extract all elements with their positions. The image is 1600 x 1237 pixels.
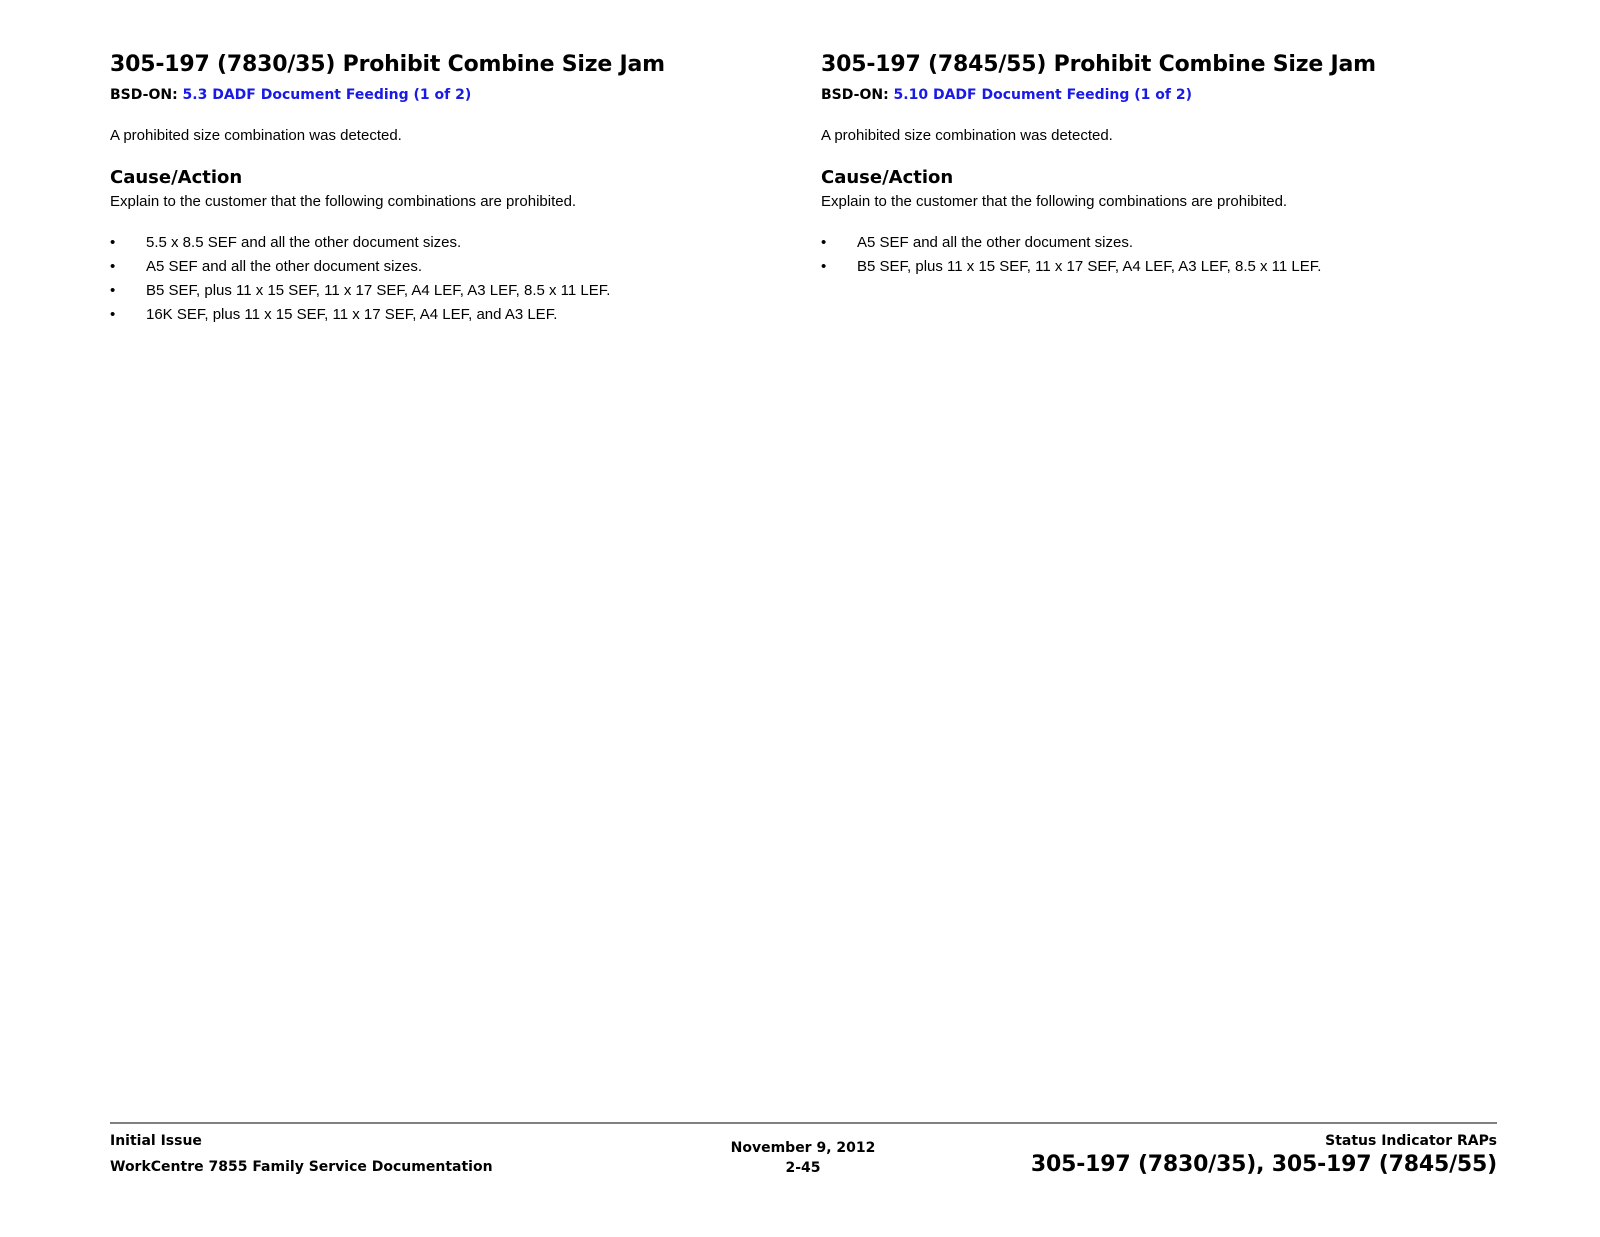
right-cause-action-heading: Cause/Action — [821, 167, 954, 188]
list-item-text: B5 SEF, plus 11 x 15 SEF, 11 x 17 SEF, A4 LEF, A3 LEF, 8.5 x 11 LEF. — [146, 282, 611, 299]
list-item — [110, 279, 730, 303]
bullet-icon: • — [110, 234, 116, 251]
right-bsd-line — [821, 85, 1441, 105]
left-bsd-line — [110, 85, 730, 105]
bullet-icon: • — [110, 282, 116, 299]
bullet-icon: • — [110, 306, 116, 323]
left-column — [110, 50, 730, 327]
left-description: A prohibited size combination was detected. — [110, 127, 402, 144]
left-cause-action-heading: Cause/Action — [110, 167, 243, 188]
footer-doc-title: WorkCentre 7855 Family Service Documentation — [110, 1159, 493, 1175]
right-title: 305-197 (7845/55) Prohibit Combine Size Jam — [821, 52, 1376, 77]
left-bullet-list — [110, 231, 730, 327]
footer-page-number: 2-45 — [785, 1160, 821, 1176]
footer-codes: 305-197 (7830/35), 305-197 (7845/55) — [1030, 1152, 1497, 1177]
right-bullet-list — [821, 231, 1441, 279]
list-item-text: A5 SEF and all the other document sizes. — [857, 234, 1133, 251]
left-title: 305-197 (7830/35) Prohibit Combine Size Jam — [110, 52, 665, 77]
footer-left — [110, 1131, 493, 1177]
left-bsd-link[interactable]: 5.3 DADF Document Feeding (1 of 2) — [182, 87, 472, 103]
list-item-text: 16K SEF, plus 11 x 15 SEF, 11 x 17 SEF, A4 LEF, and A3 LEF. — [146, 306, 558, 323]
right-cause-action-text: Explain to the customer that the following combinations are prohibited. — [821, 193, 1288, 210]
list-item-text: 5.5 x 8.5 SEF and all the other document sizes. — [146, 234, 462, 251]
list-item — [110, 303, 730, 327]
right-bsd-link[interactable]: 5.10 DADF Document Feeding (1 of 2) — [893, 87, 1193, 103]
list-item — [821, 255, 1441, 279]
footer-center — [703, 1138, 903, 1178]
bullet-icon: • — [821, 258, 827, 275]
right-description: A prohibited size combination was detected. — [821, 127, 1113, 144]
list-item — [110, 231, 730, 255]
footer-issue: Initial Issue — [110, 1133, 202, 1149]
list-item-text: A5 SEF and all the other document sizes. — [146, 258, 422, 275]
right-column — [821, 50, 1441, 279]
right-bsd-prefix: BSD-ON: — [821, 87, 889, 103]
left-cause-action-text: Explain to the customer that the following combinations are prohibited. — [110, 193, 577, 210]
footer-right — [1031, 1131, 1497, 1179]
footer-divider — [110, 1122, 1497, 1124]
footer-section: Status Indicator RAPs — [1325, 1133, 1497, 1149]
footer-date: November 9, 2012 — [730, 1140, 876, 1156]
list-item-text: B5 SEF, plus 11 x 15 SEF, 11 x 17 SEF, A4 LEF, A3 LEF, 8.5 x 11 LEF. — [857, 258, 1322, 275]
bullet-icon: • — [821, 234, 827, 251]
list-item — [110, 255, 730, 279]
list-item — [821, 231, 1441, 255]
left-bsd-prefix: BSD-ON: — [110, 87, 178, 103]
bullet-icon: • — [110, 258, 116, 275]
